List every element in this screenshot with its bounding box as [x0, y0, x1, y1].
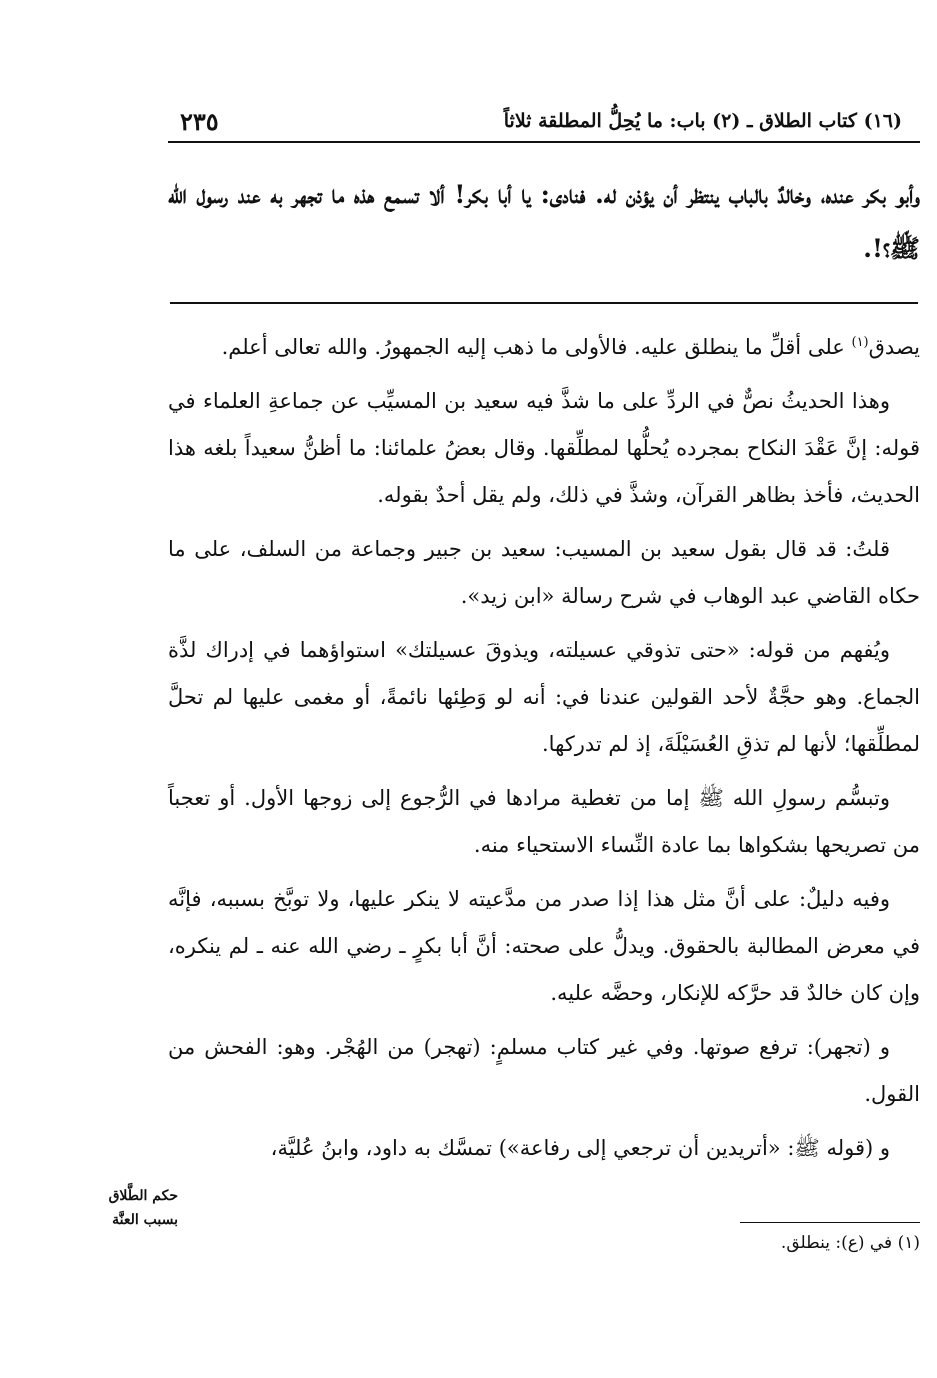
- header-rule: [168, 141, 920, 143]
- commentary-paragraph-7: و (تجهر): ترفع صوتها. وفي غير كتاب مسلمٍ: (تهجر) من الهُجْر. وهو: الفحش من القول.: [168, 1035, 920, 1106]
- commentary-paragraph-4: ويُفهم من قوله: «حتى تذوقي عسيلته، ويذوقَ عسيلتك» استواؤهما في إدراك لذَّة الجماع. وهو حجَّةٌ لأحد القولين عندنا في: أنه لو وَطِئها نائمةً، أو مغمى عليها لم تحلَّ لمطلِّقها؛ لأنها لم تذقِ العُسَيْلَةَ، إذ لم تدركها.: [168, 638, 920, 756]
- commentary-block: [168, 324, 920, 1179]
- commentary-paragraph-1-rest: على أقلِّ ما ينطلق عليه. فالأولى ما ذهب إليه الجمهورُ. والله تعالى أعلم.: [221, 335, 852, 359]
- footnote-reference: (١): [851, 335, 869, 350]
- commentary-paragraph-1-start: يصدق: [868, 335, 920, 359]
- hadith-paragraph: وأبو بكر عنده، وخالدٌ بالباب ينتظر أن يؤذن له. فنادى: يا أبا بكر! ألا تسمع هذه ما تجهر به عند رسول الله ﷺ؟!.: [168, 180, 920, 263]
- running-header: [168, 104, 920, 138]
- footnote-rule: [740, 1222, 920, 1223]
- commentary-paragraph-2: وهذا الحديثُ نصٌّ في الردِّ على ما شذَّ فيه سعيد بن المسيِّب عن جماعةِ العلماء في قوله: إنَّ عَقْدَ النكاح بمجرده يُحلُّها لمطلِّقها. وقال بعضُ علمائنا: ما أظنُّ سعيداً بلغه هذا الحديث، فأخذ بظاهر القرآن، وشذَّ في ذلك، ولم يقل أحدٌ بقوله.: [168, 389, 920, 507]
- hadith-text-block: [168, 168, 920, 276]
- commentary-paragraph-5: وتبسُّم رسولِ الله ﷺ إما من تغطية مرادها في الرُّجوع إلى زوجها الأول. أو تعجباً من تصريحها بشكواها بما عادة النِّساء الاستحياء منه.: [168, 786, 920, 857]
- commentary-paragraph-3: قلتُ: قد قال بقول سعيد بن المسيب: سعيد بن جبير وجماعة من السلف، على ما حكاه القاضي عبد الوهاب في شرح رسالة «ابن زيد».: [168, 537, 920, 608]
- commentary-paragraph-6: وفيه دليلٌ: على أنَّ مثل هذا إذا صدر من مدَّعيته لا ينكر عليها، ولا توبَّخ بسببه، فإنَّه في معرض المطالبة بالحقوق. ويدلُّ على صحته: أنَّ أبا بكرٍ ـ رضي الله عنه ـ لم ينكره، وإن كان خالدٌ قد حرَّكه للإنكار، وحضَّه عليه.: [168, 887, 920, 1005]
- section-divider: [170, 302, 918, 304]
- page-number: ٢٣٥: [180, 106, 219, 136]
- footnote: (١) في (ع): ينطلق.: [780, 1233, 920, 1253]
- commentary-paragraph-8: و (قوله ﷺ: «أتريدين أن ترجعي إلى رفاعة») تمسَّك به داود، وابنُ عُليَّة،: [270, 1136, 890, 1160]
- commentary-paragraph-1: [168, 324, 920, 371]
- margin-note: حكم الطَّلاق بسبب العنَّة: [108, 1188, 178, 1228]
- page-title: (١٦) كتاب الطلاق ـ (٢) باب: ما يُحِلُّ المطلقة ثلاثاً: [503, 110, 902, 132]
